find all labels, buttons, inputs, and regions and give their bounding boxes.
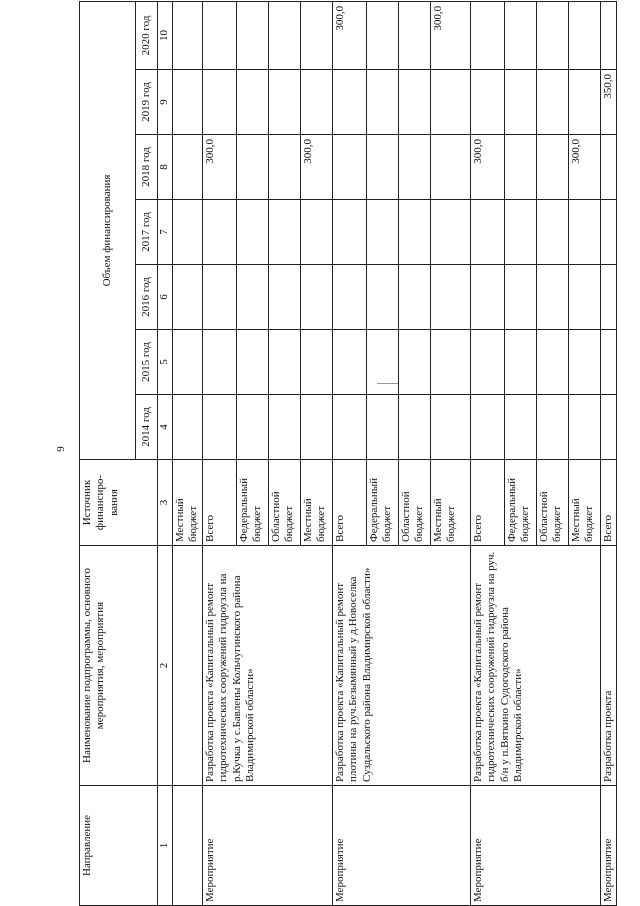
cell-value — [237, 1, 269, 69]
table-row — [333, 1, 367, 905]
column-number: 2 — [158, 546, 173, 786]
cell-value — [173, 135, 203, 200]
table-body — [173, 1, 617, 905]
header-volume: Объем финансирования — [80, 1, 136, 459]
cell-source: Всего — [471, 460, 505, 546]
cell-value — [537, 330, 569, 395]
column-number-row — [158, 1, 173, 905]
cell-value — [601, 135, 617, 200]
cell-value — [237, 70, 269, 135]
cell-value — [269, 70, 301, 135]
column-number: 10 — [158, 1, 173, 69]
cell-value — [471, 70, 505, 135]
cell-value — [173, 70, 203, 135]
cell-value — [505, 265, 537, 330]
cell-value — [237, 200, 269, 265]
cell-value: 300,0 — [431, 1, 471, 69]
cell-value — [537, 1, 569, 69]
cell-value: 300,0 — [333, 1, 367, 69]
cell-source: Областной бюджет — [269, 460, 301, 546]
cell-value: 300,0 — [471, 135, 505, 200]
cell-value — [269, 395, 301, 460]
cell-value — [367, 330, 399, 395]
cell-value — [301, 265, 333, 330]
cell-value — [569, 1, 601, 69]
cell-value — [505, 70, 537, 135]
rotated-table-sheet — [79, 2, 614, 906]
cell-direction: Мероприятие — [203, 786, 333, 906]
cell-value — [173, 330, 203, 395]
table-row — [601, 1, 617, 905]
header-year: 2014 год — [136, 395, 158, 460]
cell-value — [173, 200, 203, 265]
cell-value — [471, 1, 505, 69]
cell-value — [537, 200, 569, 265]
cell-value — [471, 265, 505, 330]
header-name: Наименование подпрограммы, основного мероприятия, мероприятия — [80, 546, 158, 786]
column-number: 8 — [158, 135, 173, 200]
cell-value — [333, 200, 367, 265]
column-number: 4 — [158, 395, 173, 460]
cell-value — [367, 265, 399, 330]
cell-value — [431, 135, 471, 200]
cell-value: 300,0 — [301, 135, 333, 200]
cell-name: Разработка проекта — [601, 546, 617, 786]
cell-name: Разработка проекта «Капитальный ремонт гидротехнических сооружений гидроузла на р.Кучка у с.Бавлены Кольчугинского района Владимирской области» — [203, 546, 333, 786]
cell-value — [269, 200, 301, 265]
cell-value — [367, 1, 399, 69]
cell-value — [173, 265, 203, 330]
cell-value — [399, 395, 431, 460]
cell-source: Всего — [333, 460, 367, 546]
header-year: 2017 год — [136, 200, 158, 265]
cell-value — [601, 1, 617, 69]
table-row — [471, 1, 505, 905]
cell-value — [399, 200, 431, 265]
header-year: 2019 год — [136, 70, 158, 135]
table-row — [203, 1, 237, 905]
cell-source: Местный бюджет — [431, 460, 471, 546]
cell-direction: Мероприятие — [333, 786, 471, 906]
cell-value — [301, 70, 333, 135]
cell-value — [203, 70, 237, 135]
cell-value — [333, 70, 367, 135]
cell-value — [431, 395, 471, 460]
cell-value — [173, 395, 203, 460]
cell-value: 300,0 — [203, 135, 237, 200]
cell-value — [601, 330, 617, 395]
cell-value — [505, 330, 537, 395]
cell-value — [431, 265, 471, 330]
cell-value — [537, 395, 569, 460]
cell-value — [471, 395, 505, 460]
cell-value — [601, 395, 617, 460]
cell-value — [269, 265, 301, 330]
cell-value — [237, 135, 269, 200]
header-direction: Направление — [80, 786, 158, 906]
cell-value — [537, 70, 569, 135]
column-number: 6 — [158, 265, 173, 330]
cell-value — [203, 265, 237, 330]
column-number: 5 — [158, 330, 173, 395]
cell-value — [601, 200, 617, 265]
cell-value — [333, 135, 367, 200]
cell-value — [399, 330, 431, 395]
cell-value: 300,0 — [569, 135, 601, 200]
cell-source: Всего — [601, 460, 617, 546]
financing-table — [79, 1, 617, 906]
column-number: 1 — [158, 786, 173, 906]
cell-value — [505, 395, 537, 460]
cell-direction — [173, 786, 203, 906]
cell-value — [505, 1, 537, 69]
cell-value — [301, 395, 333, 460]
cell-value — [203, 330, 237, 395]
cell-source: Областной бюджет — [399, 460, 431, 546]
cell-value — [367, 395, 399, 460]
cell-value — [173, 1, 203, 69]
cell-value — [301, 200, 333, 265]
cell-value — [269, 1, 301, 69]
cell-value — [333, 395, 367, 460]
cell-value — [399, 70, 431, 135]
header-year: 2020 год — [136, 1, 158, 69]
cell-source: Местный бюджет — [569, 460, 601, 546]
cell-value — [431, 330, 471, 395]
cell-name: Разработка проекта «Капитальный ремонт плотины на руч.Безымянный у д.Новоселка Суздальского района Владимирской области» — [333, 546, 471, 786]
cell-value — [569, 330, 601, 395]
cell-value — [399, 135, 431, 200]
cell-direction: Мероприятие — [471, 786, 601, 906]
cell-value — [237, 265, 269, 330]
cell-source: Областной бюджет — [537, 460, 569, 546]
cell-source: Федеральный бюджет — [505, 460, 537, 546]
cell-value — [203, 200, 237, 265]
page-number: 9 — [54, 446, 67, 452]
cell-value — [367, 70, 399, 135]
cell-value — [505, 135, 537, 200]
cell-source: Местный бюджет — [301, 460, 333, 546]
cell-source: Местный бюджет — [173, 460, 203, 546]
cell-value — [237, 330, 269, 395]
cell-value — [269, 135, 301, 200]
cell-value — [399, 1, 431, 69]
cell-value — [301, 330, 333, 395]
cell-value — [431, 70, 471, 135]
cell-value — [203, 1, 237, 69]
cell-value — [431, 200, 471, 265]
header-year: 2018 год — [136, 135, 158, 200]
column-number: 9 — [158, 70, 173, 135]
cell-value — [471, 330, 505, 395]
cell-value — [269, 330, 301, 395]
cell-value — [333, 265, 367, 330]
cell-source: Федеральный бюджет — [237, 460, 269, 546]
cell-value — [471, 200, 505, 265]
cell-name: Разработка проекта «Капитальный ремонт гидротехнических сооружений гидроузла на руч. б/н у п.Вяткино Судогодского района Владимирской области» — [471, 546, 601, 786]
cell-value — [237, 395, 269, 460]
cell-direction: Мероприятие — [601, 786, 617, 906]
header-year: 2016 год — [136, 265, 158, 330]
cell-value — [569, 265, 601, 330]
cell-value — [601, 265, 617, 330]
table-row — [173, 1, 203, 905]
cell-value — [537, 135, 569, 200]
column-number: 7 — [158, 200, 173, 265]
cell-value — [505, 200, 537, 265]
cell-value — [569, 200, 601, 265]
header-source: Источник финансиро-вания — [80, 460, 158, 546]
cell-value — [569, 395, 601, 460]
cell-value — [367, 200, 399, 265]
cell-value — [399, 265, 431, 330]
cell-value: 350,0 — [601, 70, 617, 135]
cell-value — [367, 135, 399, 200]
cell-name — [173, 546, 203, 786]
column-number: 3 — [158, 460, 173, 546]
cell-source: Всего — [203, 460, 237, 546]
cell-value — [203, 395, 237, 460]
cell-value — [537, 265, 569, 330]
cell-value — [333, 330, 367, 395]
cell-value — [569, 70, 601, 135]
cell-value — [301, 1, 333, 69]
cell-source: Федеральный бюджет — [367, 460, 399, 546]
header-year: 2015 год — [136, 330, 158, 395]
